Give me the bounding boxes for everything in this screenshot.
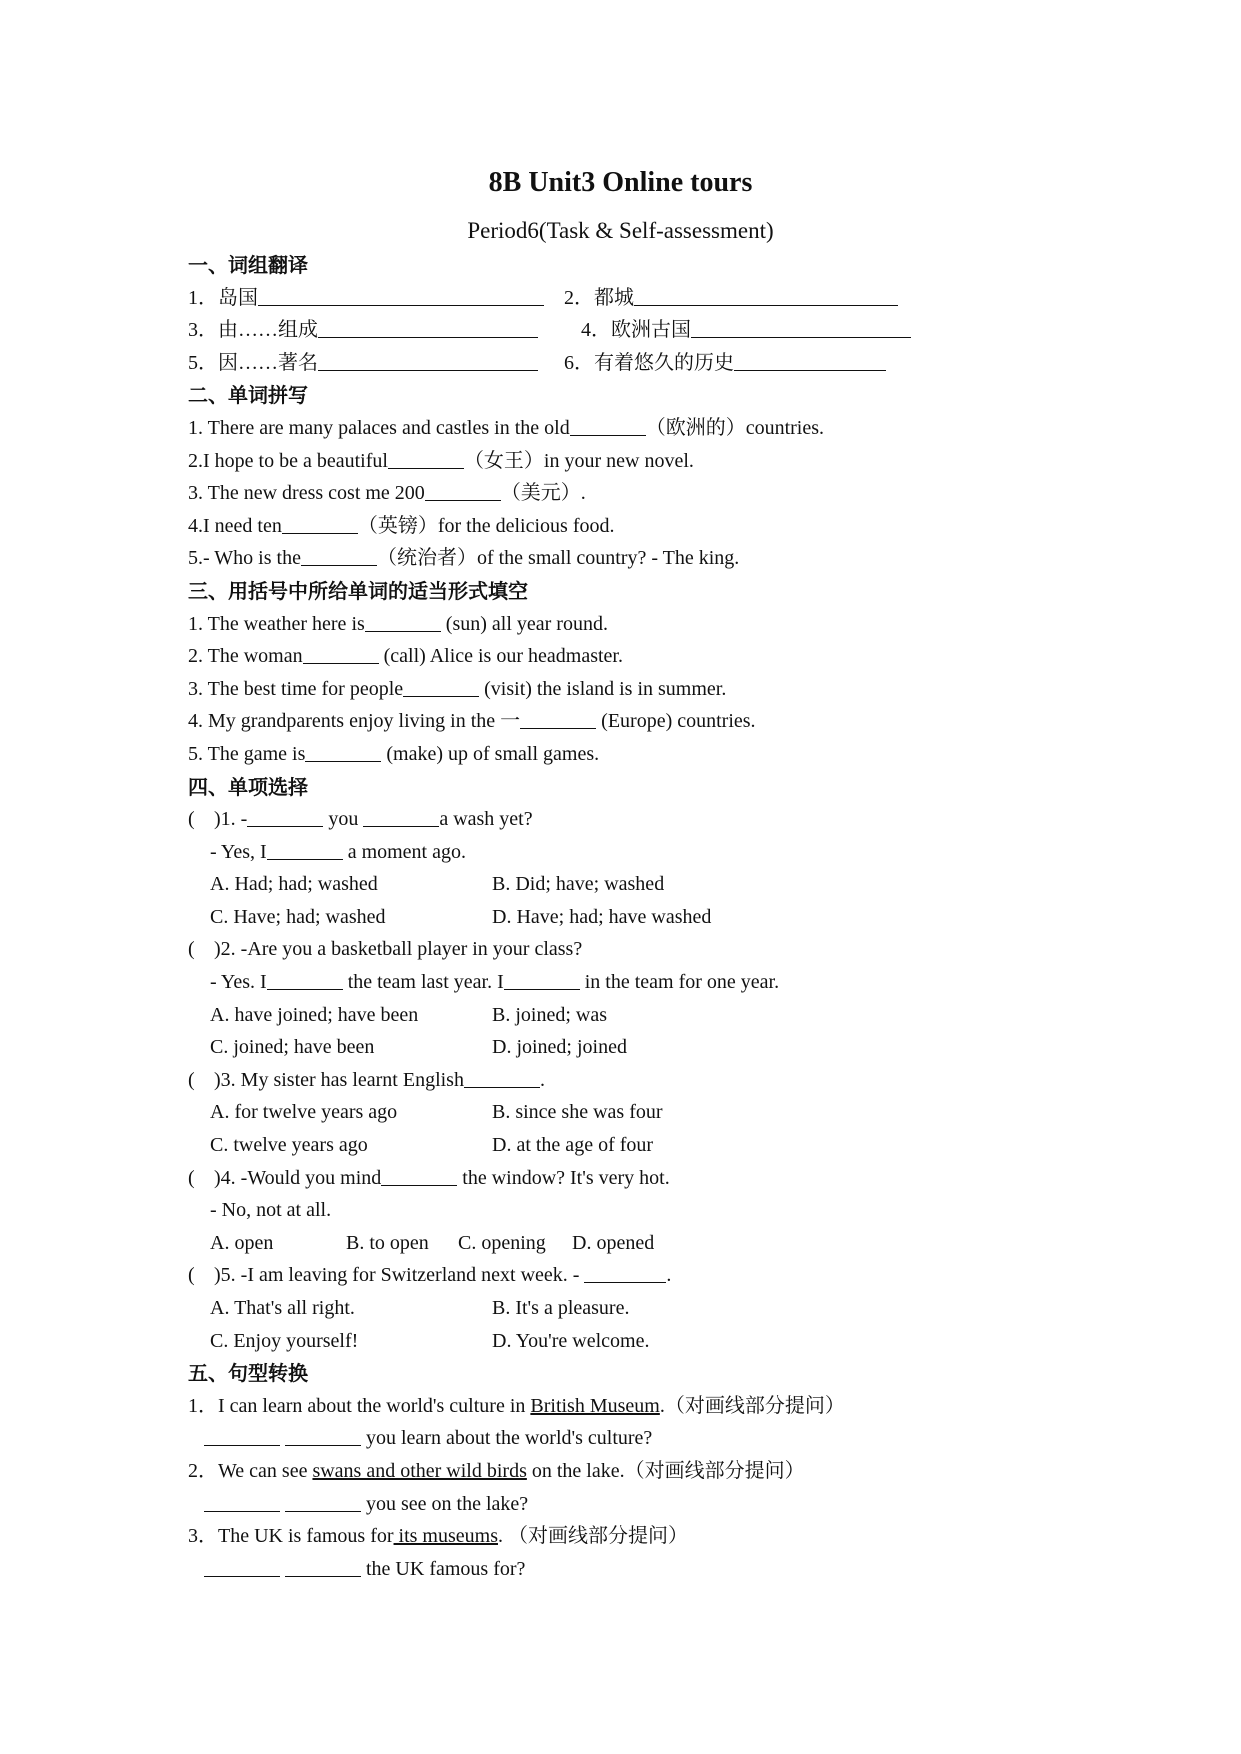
- mc-options-row: [188, 1096, 1088, 1129]
- mc-options-row: [188, 1227, 1088, 1260]
- transform-item-1: [188, 1390, 1088, 1423]
- answer-blank[interactable]: [634, 285, 898, 306]
- answer-paren[interactable]: (: [188, 1068, 195, 1091]
- mc-options-row: [188, 999, 1088, 1032]
- answer-paren[interactable]: (: [188, 808, 195, 831]
- answer-blank[interactable]: [520, 708, 596, 729]
- spelling-item-3: [188, 477, 1088, 510]
- option-b[interactable]: B. It's a pleasure.: [492, 1297, 630, 1319]
- option-a[interactable]: A. for twelve years ago: [210, 1101, 398, 1124]
- item-text: 3．The UK is famous for: [188, 1525, 394, 1548]
- phrase-item-4: 4．欧洲古国: [581, 319, 691, 342]
- option-d[interactable]: D. opened: [572, 1231, 655, 1254]
- option-c[interactable]: C. Have; had; washed: [210, 905, 386, 928]
- item-text: .: [666, 1264, 672, 1287]
- option-d[interactable]: D. You're welcome.: [492, 1329, 650, 1352]
- option-a[interactable]: A. open: [210, 1231, 274, 1254]
- option-b[interactable]: B. since she was four: [492, 1101, 663, 1124]
- item-text: 1．I can learn about the world's culture in: [188, 1394, 531, 1417]
- option-a[interactable]: A. That's all right.: [210, 1297, 355, 1319]
- item-text: (make) up of small games.: [381, 742, 600, 765]
- answer-blank[interactable]: [318, 317, 538, 338]
- mc-question-3: [188, 1064, 1088, 1097]
- underlined-phrase: British Museum: [530, 1394, 660, 1417]
- option-b[interactable]: B. to open: [346, 1231, 429, 1254]
- item-text: 2.I hope to be a beautiful: [188, 449, 388, 472]
- fill-item-1: [188, 608, 1088, 641]
- fill-item-5: [188, 738, 1088, 771]
- answer-blank[interactable]: [267, 969, 343, 990]
- answer-blank[interactable]: [403, 676, 479, 697]
- option-b[interactable]: B. Did; have; washed: [492, 873, 665, 896]
- answer-blank[interactable]: [285, 1556, 361, 1577]
- item-text: )5. -I am leaving for Switzerland next week. -: [214, 1264, 585, 1287]
- option-b[interactable]: B. joined; was: [492, 1003, 607, 1026]
- worksheet-content: [188, 249, 1088, 1585]
- item-text: a wash yet?: [439, 808, 533, 831]
- answer-blank[interactable]: [318, 350, 538, 371]
- section5-heading: 五、句型转换: [188, 1361, 308, 1386]
- answer-blank[interactable]: [425, 480, 501, 501]
- item-text: 4.I need ten: [188, 514, 282, 537]
- answer-blank[interactable]: [691, 317, 911, 338]
- section1-row-2: [188, 314, 1088, 347]
- spelling-item-1: [188, 412, 1088, 445]
- item-text: (sun) all year round.: [440, 612, 608, 635]
- item-text: （英镑）for the delicious food.: [357, 514, 615, 537]
- mc-options-row: [188, 868, 1088, 901]
- mc-options-row: [188, 1292, 1088, 1325]
- answer-blank[interactable]: [365, 611, 441, 632]
- item-text: 2．We can see: [188, 1459, 313, 1482]
- item-text: （美元）.: [500, 482, 586, 505]
- answer-blank[interactable]: [584, 1262, 666, 1283]
- mc-question-5: [188, 1259, 1088, 1292]
- underlined-phrase: its museums: [393, 1525, 498, 1548]
- phrase-item-3: 3．由……组成: [188, 319, 318, 342]
- page-title: 8B Unit3 Online tours: [488, 167, 753, 198]
- answer-blank[interactable]: [504, 969, 580, 990]
- answer-blank[interactable]: [204, 1491, 280, 1512]
- option-a[interactable]: A. have joined; have been: [210, 1003, 419, 1026]
- option-d[interactable]: D. joined; joined: [492, 1036, 627, 1059]
- mc-options-row: [188, 1129, 1088, 1162]
- item-text: 4. My grandparents enjoy living in the 一: [188, 710, 521, 733]
- item-text: 1. There are many palaces and castles in the old: [188, 416, 570, 439]
- item-text: )2. -Are you a basketball player in your class?: [214, 938, 583, 961]
- answer-blank[interactable]: [388, 448, 464, 469]
- page-subtitle: Period6(Task & Self-assessment): [467, 218, 774, 243]
- answer-blank[interactable]: [204, 1425, 280, 1446]
- item-text: (visit) the island is in summer.: [479, 677, 727, 700]
- mc-options-row: [188, 1325, 1088, 1358]
- fill-item-2: [188, 640, 1088, 673]
- item-text: )3. My sister has learnt English: [214, 1068, 464, 1091]
- mc-options-row: [188, 1031, 1088, 1064]
- answer-blank[interactable]: [303, 643, 379, 664]
- phrase-item-1: 1．岛国: [188, 286, 258, 309]
- answer-blank[interactable]: [381, 1165, 457, 1186]
- mc-question-4: [188, 1162, 1088, 1195]
- section3-heading: 三、用括号中所给单词的适当形式填空: [188, 578, 528, 603]
- fill-item-3: [188, 673, 1088, 706]
- transform-answer-1: [188, 1422, 1088, 1455]
- underlined-phrase: swans and other wild birds: [312, 1459, 527, 1482]
- answer-blank[interactable]: [247, 806, 323, 827]
- answer-blank[interactable]: [570, 415, 646, 436]
- item-text: you: [323, 808, 364, 831]
- transform-answer-3: [188, 1553, 1088, 1586]
- item-text: 1. The weather here is: [188, 612, 365, 635]
- mc-options-row: [188, 901, 1088, 934]
- answer-blank[interactable]: [267, 839, 343, 860]
- phrase-item-5: 5．因……著名: [188, 351, 318, 374]
- transform-item-2: [188, 1455, 1088, 1488]
- item-text: the team last year. I: [342, 971, 504, 994]
- item-text: a moment ago.: [342, 840, 466, 863]
- answer-blank[interactable]: [285, 1425, 361, 1446]
- item-text: in the team for one year.: [579, 971, 780, 994]
- item-text: - Yes. I: [210, 971, 267, 994]
- transform-answer-2: [188, 1488, 1088, 1521]
- fill-item-4: [188, 705, 1088, 738]
- spelling-item-5: [188, 542, 1088, 575]
- section2-heading: 二、单词拼写: [188, 383, 308, 408]
- option-c[interactable]: C. twelve years ago: [210, 1134, 368, 1157]
- item-text: the window? It's very hot.: [457, 1166, 670, 1189]
- phrase-item-6: 6．有着悠久的历史: [564, 351, 734, 374]
- item-text: (Europe) countries.: [596, 710, 756, 733]
- item-text: 5. The game is: [188, 742, 306, 765]
- section1-row-1: [188, 282, 1088, 315]
- spelling-item-4: [188, 510, 1088, 543]
- mc-question-2: [188, 933, 1088, 966]
- phrase-item-2: 2．都城: [564, 286, 634, 309]
- option-c[interactable]: C. opening: [458, 1231, 546, 1254]
- section1-row-3: [188, 347, 1088, 380]
- answer-blank[interactable]: [204, 1556, 280, 1577]
- section1-heading: 一、词组翻译: [188, 253, 308, 277]
- answer-blank[interactable]: [363, 806, 439, 827]
- option-a[interactable]: A. Had; had; washed: [210, 873, 378, 896]
- item-text: you see on the lake?: [361, 1492, 529, 1515]
- item-text: .: [539, 1068, 545, 1091]
- spelling-item-2: [188, 445, 1088, 478]
- item-text: )1. -: [214, 808, 248, 831]
- item-text: on the lake.（对画线部分提问）: [526, 1459, 805, 1482]
- item-text: - No, not at all.: [210, 1199, 332, 1222]
- answer-blank[interactable]: [285, 1491, 361, 1512]
- answer-blank[interactable]: [734, 350, 886, 371]
- answer-paren[interactable]: (: [188, 938, 195, 961]
- item-text: . （对画线部分提问）: [497, 1525, 688, 1548]
- answer-paren[interactable]: (: [188, 1166, 195, 1189]
- item-text: （女王）in your new novel.: [463, 449, 694, 472]
- section4-heading: 四、单项选择: [188, 774, 308, 799]
- option-d[interactable]: D. at the age of four: [492, 1134, 654, 1157]
- item-text: the UK famous for?: [361, 1557, 526, 1580]
- answer-blank[interactable]: [305, 741, 381, 762]
- answer-blank[interactable]: [282, 513, 358, 534]
- mc-question-2-reply: [188, 966, 1088, 999]
- item-text: - Yes, I: [210, 840, 267, 863]
- item-text: 3. The best time for people: [188, 677, 404, 700]
- item-text: you learn about the world's culture?: [361, 1427, 653, 1450]
- answer-blank[interactable]: [301, 545, 377, 566]
- mc-question-1-reply: [188, 836, 1088, 869]
- answer-paren[interactable]: (: [188, 1264, 195, 1287]
- item-text: .（对画线部分提问）: [659, 1394, 845, 1417]
- item-text: 2. The woman: [188, 645, 303, 668]
- answer-blank[interactable]: [464, 1067, 540, 1088]
- item-text: )4. -Would you mind: [214, 1166, 382, 1189]
- item-text: （欧洲的）countries.: [645, 416, 825, 439]
- mc-question-4-reply: [188, 1194, 1088, 1227]
- item-text: 5.- Who is the: [188, 547, 301, 570]
- option-c[interactable]: C. joined; have been: [210, 1036, 375, 1059]
- option-c[interactable]: C. Enjoy yourself!: [210, 1329, 359, 1352]
- item-text: 3. The new dress cost me 200: [188, 482, 425, 505]
- option-d[interactable]: D. Have; had; have washed: [492, 905, 712, 928]
- item-text: (call) Alice is our headmaster.: [378, 645, 623, 668]
- item-text: （统治者）of the small country? - The king.: [376, 547, 740, 570]
- transform-item-3: [188, 1520, 1088, 1553]
- mc-question-1: [188, 803, 1088, 836]
- answer-blank[interactable]: [258, 285, 544, 306]
